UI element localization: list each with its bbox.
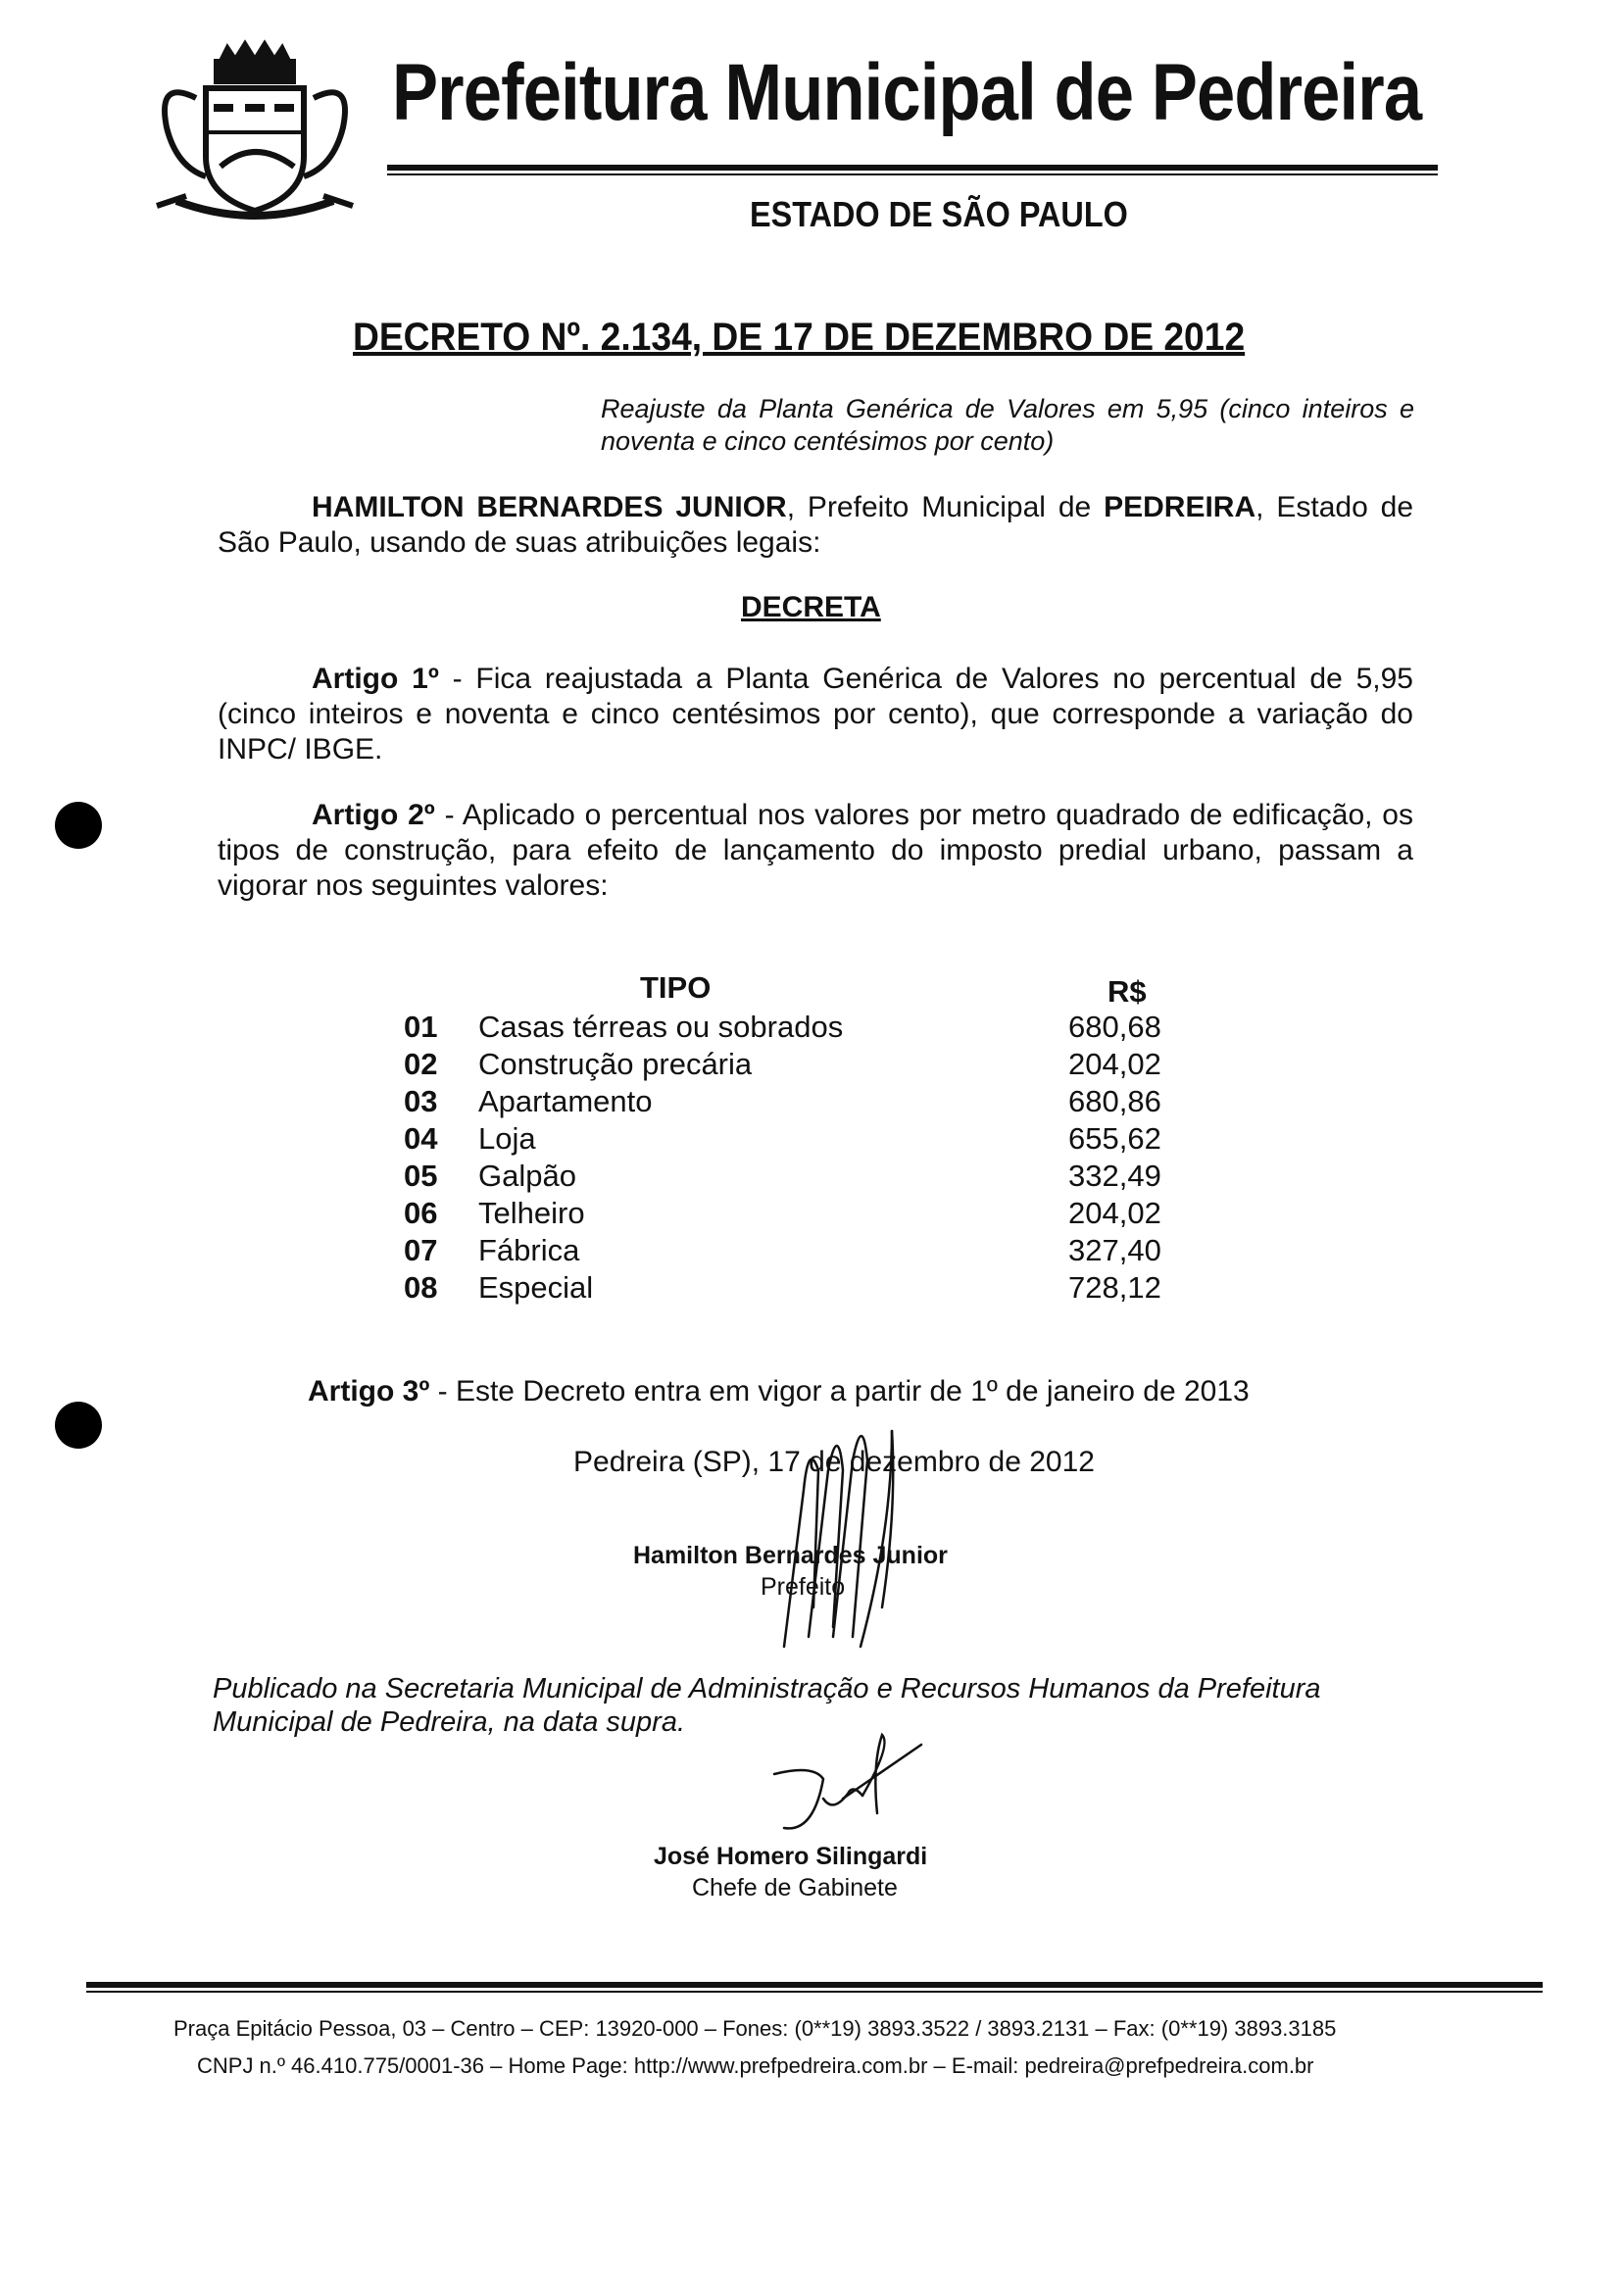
row-desc: Loja [478,1121,536,1156]
punch-hole [55,1402,102,1449]
row-value: 680,68 [1068,1010,1161,1044]
row-code: 01 [404,1010,438,1044]
article-3 [308,1375,1250,1408]
row-desc: Telheiro [478,1196,585,1230]
publication-note: Publicado na Secretaria Municipal de Administração e Recursos Humanos da Prefeitura Municipal de Pedreira, na data supra. [213,1673,1321,1738]
mayor-signature-icon [745,1411,921,1656]
footer-contact: CNPJ n.º 46.410.775/0001-36 – Home Page: http://www.prefpedreira.com.br – E-mail: pedreira@prefpedreira.com.br [197,2053,1314,2078]
footer-rule [86,1982,1543,1988]
table-row [402,1233,1186,1270]
row-code: 03 [404,1084,438,1118]
footer-rule-thin [86,1991,1543,1993]
row-value: 332,49 [1068,1159,1161,1193]
footer-address: Praça Epitácio Pessoa, 03 – Centro – CEP: 13920-000 – Fones: (0**19) 3893.3522 / 3893.2131 – Fax: (0**19) 3893.3185 [173,2016,1337,2041]
state-name: ESTADO DE SÃO PAULO [750,194,1128,234]
row-value: 680,86 [1068,1084,1161,1118]
row-code: 08 [404,1270,438,1305]
row-code: 06 [404,1196,438,1230]
article-2-label: Artigo 2º [312,799,435,831]
signer-1-name: Hamilton Bernardes Junior [633,1542,948,1569]
article-1 [218,662,1413,767]
table-row [402,1010,1186,1047]
place-date: Pedreira (SP), 17 de dezembro de 2012 [573,1446,1095,1478]
decree-summary: Reajuste da Planta Genérica de Valores em 5,95 (cinco inteiros e noventa e cinco centésimos por cento) [601,394,1414,456]
row-value: 327,40 [1068,1233,1161,1267]
table-row [402,1196,1186,1233]
city-name: PEDREIRA [1104,491,1256,523]
article-3-text: - Este Decreto entra em vigor a partir de 1º de janeiro de 2013 [429,1375,1250,1408]
row-value: 655,62 [1068,1121,1161,1156]
decree-title: DECRETO Nº. 2.134, DE 17 DE DEZEMBRO DE 2012 [353,316,1246,359]
table-row [402,1047,1186,1084]
preamble: HAMILTON BERNARDES JUNIOR, Prefeito Municipal de PEDREIRA, Estado de São Paulo, usando de suas atribuições legais: [218,491,1414,559]
table-row [402,1121,1186,1159]
signer-2-name: José Homero Silingardi [654,1843,928,1870]
decreta-heading: DECRETA [741,591,881,623]
mayor-name: HAMILTON BERNARDES JUNIOR [312,491,787,523]
row-code: 04 [404,1121,438,1156]
row-desc: Galpão [478,1159,576,1193]
table-row [402,1159,1186,1196]
row-desc: Fábrica [478,1233,580,1267]
row-desc: Especial [478,1270,594,1305]
punch-hole [55,802,102,849]
article-1-text: - Fica reajustada a Planta Genérica de Valores no percentual de 5,95 (cinco inteiros e noventa e cinco centésimos por cento), que corresponde a variação do INPC/ IBGE. [218,663,1413,766]
row-value: 204,02 [1068,1196,1161,1230]
row-desc: Apartamento [478,1084,653,1118]
header-rule-thin [387,173,1438,175]
signer-2-role: Chefe de Gabinete [692,1874,898,1902]
article-1-label: Artigo 1º [312,663,439,695]
column-header-value: R$ [1107,974,1147,1009]
chief-signature-icon [755,1725,931,1862]
row-code: 07 [404,1233,438,1267]
row-value: 728,12 [1068,1270,1161,1305]
org-name: Prefeitura Municipal de Pedreira [392,48,1422,137]
article-2 [218,798,1413,904]
row-code: 02 [404,1047,438,1081]
row-desc: Casas térreas ou sobrados [478,1010,844,1044]
row-desc: Construção precária [478,1047,753,1081]
column-header-tipo: TIPO [640,970,712,1005]
municipal-crest-icon [137,39,372,235]
table-row [402,1084,1186,1121]
row-code: 05 [404,1159,438,1193]
row-value: 204,02 [1068,1047,1161,1081]
table-row [402,1270,1186,1308]
article-3-label: Artigo 3º [308,1375,430,1408]
article-2-text: - Aplicado o percentual nos valores por metro quadrado de edificação, os tipos de construção, para efeito de lançamento do imposto predial urbano, passam a vigorar nos seguintes valores: [218,799,1413,902]
header-rule [387,165,1438,171]
signer-1-role: Prefeito [761,1573,846,1601]
